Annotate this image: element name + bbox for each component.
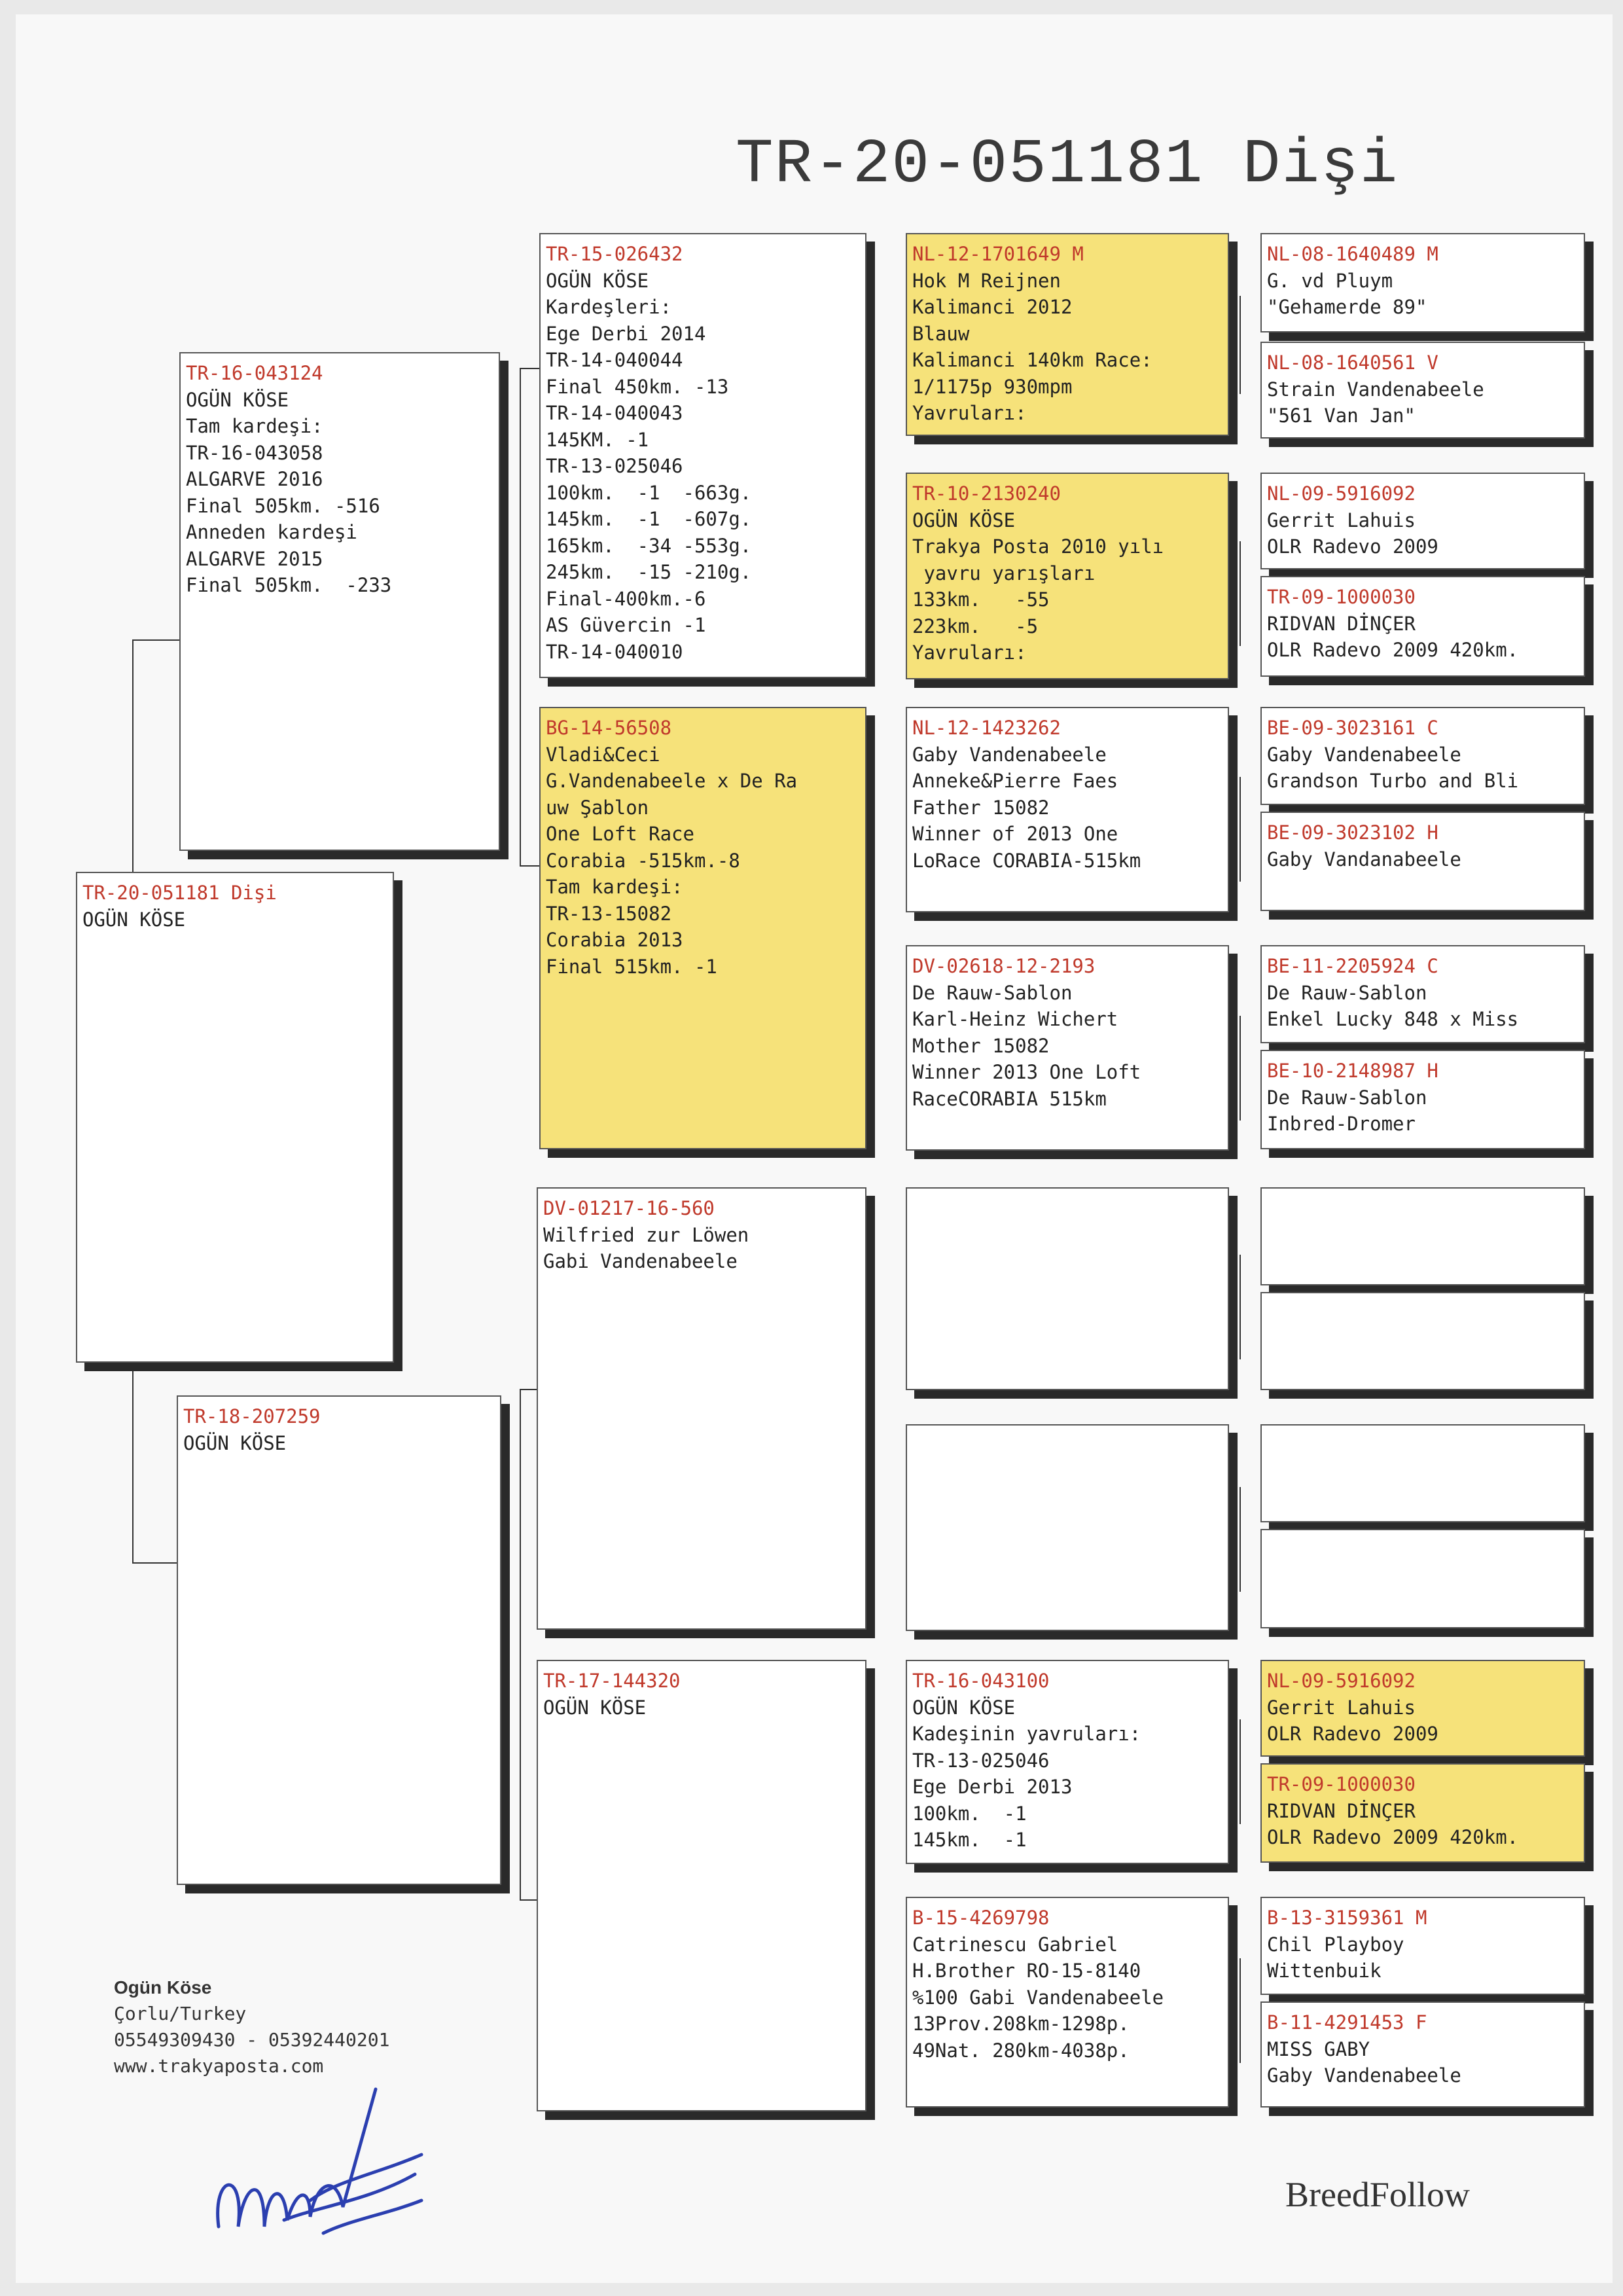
ssds-card[interactable]: NL-09-5916092 Gerrit Lahuis OLR Radevo 2009: [1260, 473, 1585, 569]
connector: [1240, 296, 1241, 394]
ring-number: TR-09-1000030: [1267, 586, 1416, 608]
subject-card[interactable]: TR-20-051181 Dişi OGÜN KÖSE: [76, 872, 394, 1363]
ring-number: BE-09-3023161 C: [1267, 717, 1438, 739]
sdd-card[interactable]: DV-02618-12-2193 De Rauw-Sablon Karl-Heinz Wichert Mother 15082 Winner 2013 One Loft RaceCORABIA 515km: [906, 945, 1229, 1151]
owner-name: Ogün Köse: [114, 1977, 212, 1998]
connector: [873, 819, 874, 1075]
connector: [520, 1389, 521, 1899]
ring-number: TR-16-043100: [912, 1670, 1050, 1692]
brand-logo: BreedFollow: [1285, 2175, 1470, 2214]
ring-number: NL-09-5916092: [1267, 482, 1416, 505]
ds-card[interactable]: DV-01217-16-560 Wilfried zur Löwen Gabi Vandenabeele: [537, 1187, 866, 1630]
connector: [873, 329, 874, 675]
dds-card[interactable]: TR-16-043100 OGÜN KÖSE Kadeşinin yavruları: TR-13-025046 Ege Derbi 2013 100km. -1 145km. -1: [906, 1660, 1229, 1864]
ring-number: DV-01217-16-560: [543, 1197, 715, 1219]
ring-number: TR-09-1000030: [1267, 1773, 1416, 1795]
dsds-card[interactable]: [1260, 1424, 1585, 1522]
ring-number: TR-20-051181 Dişi: [82, 882, 277, 904]
owner-website[interactable]: www.trakyaposta.com: [114, 2055, 324, 2077]
connector: [132, 639, 179, 641]
dssd-card[interactable]: [1260, 1292, 1585, 1390]
connector: [1240, 541, 1241, 646]
connector: [1240, 1958, 1241, 2063]
dsd-card[interactable]: [906, 1424, 1229, 1631]
ring-number: B-13-3159361 M: [1267, 1907, 1427, 1929]
ring-number: B-15-4269798: [912, 1907, 1050, 1929]
dss-card[interactable]: [906, 1187, 1229, 1390]
ring-number: TR-16-043124: [186, 362, 323, 384]
ring-number: B-11-4291453 F: [1267, 2011, 1427, 2034]
connector: [520, 368, 521, 865]
ring-number: TR-15-026432: [546, 243, 683, 265]
dam-card[interactable]: TR-18-207259 OGÜN KÖSE: [177, 1395, 501, 1885]
sdss-card[interactable]: BE-09-3023161 C Gaby Vandenabeele Grandson Turbo and Bli: [1260, 707, 1585, 805]
ssss-card[interactable]: NL-08-1640489 M G. vd Pluym "Gehamerde 89": [1260, 233, 1585, 332]
connector: [873, 1232, 874, 1507]
ring-number: TR-18-207259: [183, 1405, 321, 1427]
connector: [873, 1739, 874, 1988]
owner-info: [114, 1975, 389, 2079]
sssd-card[interactable]: NL-08-1640561 V Strain Vandenabeele "561 Van Jan": [1260, 342, 1585, 439]
owner-location: Çorlu/Turkey: [114, 2003, 247, 2024]
connector: [1240, 1719, 1241, 1824]
ring-number: NL-08-1640561 V: [1267, 351, 1438, 374]
connector: [132, 1366, 134, 1562]
sdsd-card[interactable]: BE-09-3023102 H Gaby Vandanabeele: [1260, 812, 1585, 911]
ring-number: DV-02618-12-2193: [912, 955, 1096, 977]
ssdd-card[interactable]: TR-09-1000030 RIDVAN DİNÇER OLR Radevo 2009 420km.: [1260, 576, 1585, 677]
owner-phones: 05549309430 - 05392440201: [114, 2029, 390, 2051]
ddds-card[interactable]: B-13-3159361 M Chil Playboy Wittenbuik: [1260, 1897, 1585, 1995]
sds-card[interactable]: NL-12-1423262 Gaby Vandenabeele Anneke&Pierre Faes Father 15082 Winner of 2013 One LoRace CORABIA-515km: [906, 707, 1229, 912]
signature-icon: [205, 2076, 428, 2272]
sd-card[interactable]: BG-14-56508 Vladi&Ceci G.Vandenabeele x De Ra uw Şablon One Loft Race Corabia -515km.-8 Tam kardeşi: TR-13-15082 Corabia 2013 Final 515km. -1: [539, 707, 866, 1149]
ring-number: NL-08-1640489 M: [1267, 243, 1438, 265]
ddss-card[interactable]: NL-09-5916092 Gerrit Lahuis OLR Radevo 2009: [1260, 1660, 1585, 1757]
ring-number: NL-12-1701649 M: [912, 243, 1084, 265]
ssd-card[interactable]: TR-10-2130240 OGÜN KÖSE Trakya Posta 2010 yılı yavru yarışları 133km. -55 223km. -5 Yavruları:: [906, 473, 1229, 679]
connector: [132, 639, 134, 875]
connector: [1240, 1487, 1241, 1592]
ss-card[interactable]: TR-15-026432 OGÜN KÖSE Kardeşleri: Ege Derbi 2014 TR-14-040044 Final 450km. -13 TR-14-040043 145KM. -1 TR-13-025046 100km. -1 -663g. 145km. -1 -607g. 165km. -34 -553g. 245km. -15 -210g. Final-400km.-6 AS Güvercin -1 TR-14-040010: [539, 233, 866, 678]
ring-number: BG-14-56508: [546, 717, 672, 739]
ring-number: NL-09-5916092: [1267, 1670, 1416, 1692]
dsss-card[interactable]: [1260, 1187, 1585, 1285]
ring-number: BE-09-3023102 H: [1267, 821, 1438, 844]
ring-number: BE-10-2148987 H: [1267, 1060, 1438, 1082]
dsdd-card[interactable]: [1260, 1529, 1585, 1628]
ddsd-card[interactable]: TR-09-1000030 RIDVAN DİNÇER OLR Radevo 2009 420km.: [1260, 1763, 1585, 1863]
dd-card[interactable]: TR-17-144320 OGÜN KÖSE: [537, 1660, 866, 2111]
sire-card[interactable]: TR-16-043124 OGÜN KÖSE Tam kardeşi: TR-16-043058 ALGARVE 2016 Final 505km. -516 Anneden kardeşi ALGARVE 2015 Final 505km. -233: [179, 352, 500, 851]
dddd-card[interactable]: B-11-4291453 F MISS GABY Gaby Vandenabeele: [1260, 2001, 1585, 2108]
connector: [1240, 1016, 1241, 1121]
ring-number: BE-11-2205924 C: [1267, 955, 1438, 977]
sss-card[interactable]: NL-12-1701649 M Hok M Reijnen Kalimanci 2012 Blauw Kalimanci 140km Race: 1/1175p 930mpm Yavruları:: [906, 233, 1229, 436]
ring-number: NL-12-1423262: [912, 717, 1061, 739]
connector: [132, 1562, 179, 1564]
page-title: TR-20-051181 Dişi: [736, 129, 1399, 200]
ring-number: TR-17-144320: [543, 1670, 681, 1692]
connector: [1240, 777, 1241, 882]
sddd-card[interactable]: BE-10-2148987 H De Rauw-Sablon Inbred-Dromer: [1260, 1050, 1585, 1149]
pedigree-sheet: [16, 14, 1613, 2283]
ddd-card[interactable]: B-15-4269798 Catrinescu Gabriel H.Brother RO-15-8140 %100 Gabi Vandenabeele 13Prov.208km-1298p. 49Nat. 280km-4038p.: [906, 1897, 1229, 2108]
connector: [1240, 1255, 1241, 1359]
ring-number: TR-10-2130240: [912, 482, 1061, 505]
sdds-card[interactable]: BE-11-2205924 C De Rauw-Sablon Enkel Lucky 848 x Miss: [1260, 945, 1585, 1043]
